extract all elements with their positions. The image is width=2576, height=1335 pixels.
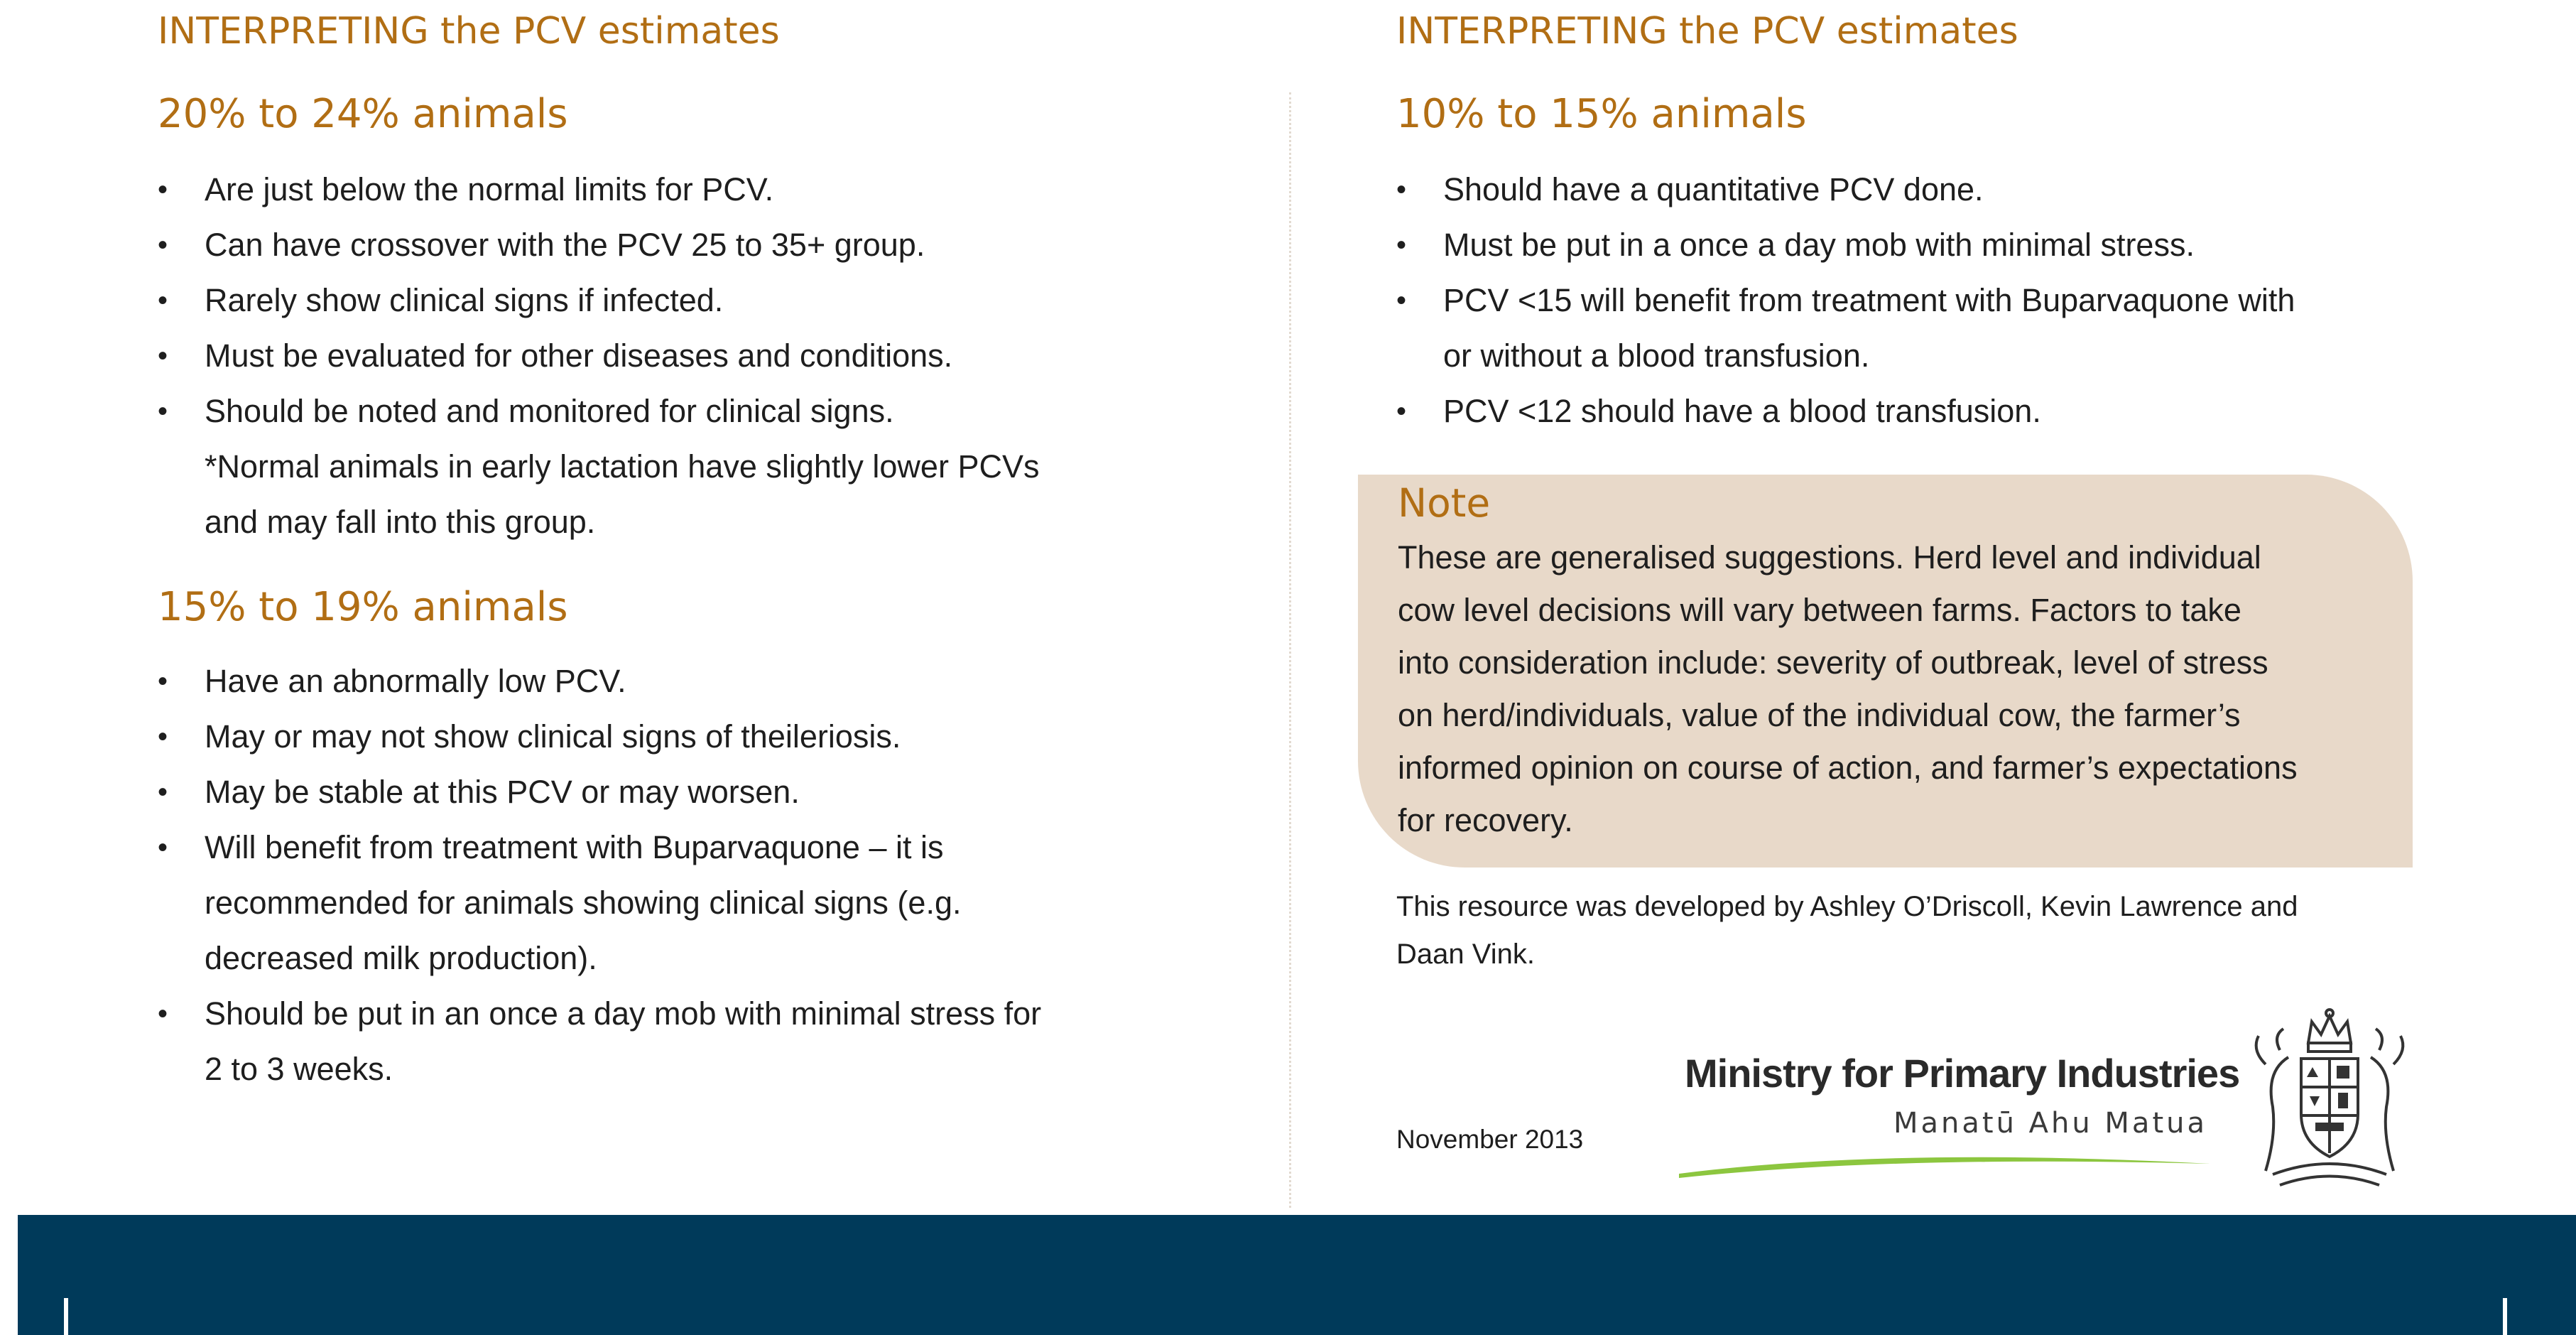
bullet-text: or without a blood transfusion. xyxy=(1443,337,1870,374)
bullet-item xyxy=(158,764,1041,820)
bullet-text: Should be noted and monitored for clinical signs. xyxy=(205,393,894,429)
bullet-text: Have an abnormally low PCV. xyxy=(205,663,626,699)
bullet-dot-icon: • xyxy=(1396,285,1407,316)
bullet-item xyxy=(158,384,1039,550)
bullet-dot-icon: • xyxy=(158,998,168,1029)
bullet-text: Rarely show clinical signs if infected. xyxy=(205,282,724,318)
bullet-text: PCV <12 should have a blood transfusion. xyxy=(1443,393,2041,429)
note-line: for recovery. xyxy=(1398,802,1573,838)
section-10-15-list xyxy=(1396,162,2295,439)
bullet-text: May be stable at this PCV or may worsen. xyxy=(205,774,800,810)
bullet-text: Are just below the normal limits for PCV. xyxy=(205,171,774,207)
right-heading: INTERPRETING the PCV estimates xyxy=(1396,10,2018,53)
section-20-24-list xyxy=(158,162,1039,550)
note-title: Note xyxy=(1398,480,1491,526)
bullet-text: Can have crossover with the PCV 25 to 35+ group. xyxy=(205,227,925,263)
credit-line: This resource was developed by Ashley O’Driscoll, Kevin Lawrence and xyxy=(1396,891,2298,922)
nz-coat-of-arms-icon xyxy=(2244,1007,2415,1196)
bullet-text: Will benefit from treatment with Buparvaquone – it is xyxy=(205,829,944,865)
left-heading: INTERPRETING the PCV estimates xyxy=(158,10,780,53)
note-line: into consideration include: severity of outbreak, level of stress xyxy=(1398,644,2268,681)
section-10-15-title: 10% to 15% animals xyxy=(1396,91,1807,137)
bullet-item xyxy=(158,273,1039,328)
note-line: informed opinion on course of action, and farmer’s expectations xyxy=(1398,750,2298,786)
bullet-text: PCV <15 will benefit from treatment with Buparvaquone with xyxy=(1443,282,2295,318)
bullet-dot-icon: • xyxy=(158,340,168,372)
bullet-dot-icon: • xyxy=(158,285,168,316)
bullet-text: *Normal animals in early lactation have slightly lower PCVs xyxy=(205,448,1040,485)
crop-mark-left xyxy=(64,1298,68,1335)
bullet-text: decreased milk production). xyxy=(205,940,597,976)
note-box xyxy=(1358,475,2413,868)
note-line: on herd/individuals, value of the individual cow, the farmer’s xyxy=(1398,697,2241,733)
bullet-text: Must be put in a once a day mob with minimal stress. xyxy=(1443,227,2195,263)
column-divider xyxy=(1289,92,1291,1208)
bullet-item xyxy=(1396,217,2295,273)
bullet-dot-icon: • xyxy=(1396,229,1407,261)
bullet-text: May or may not show clinical signs of theileriosis. xyxy=(205,718,901,755)
bullet-dot-icon: • xyxy=(158,721,168,752)
bullet-text: Should be put in an once a day mob with minimal stress for xyxy=(205,995,1042,1032)
bullet-item xyxy=(1396,162,2295,217)
bullet-item xyxy=(158,709,1041,764)
bullet-item xyxy=(1396,384,2295,439)
bullet-text: Must be evaluated for other diseases and conditions. xyxy=(205,337,953,374)
bullet-dot-icon: • xyxy=(158,229,168,261)
bullet-text: recommended for animals showing clinical signs (e.g. xyxy=(205,885,962,921)
bullet-dot-icon: • xyxy=(1396,174,1407,205)
bullet-dot-icon: • xyxy=(158,174,168,205)
section-15-19-list xyxy=(158,654,1041,1097)
bullet-dot-icon: • xyxy=(158,832,168,863)
bullet-item xyxy=(1396,273,2295,384)
credit-text xyxy=(1396,883,2298,978)
bullet-dot-icon: • xyxy=(158,396,168,427)
bullet-item xyxy=(158,217,1039,273)
section-20-24-title: 20% to 24% animals xyxy=(158,91,568,137)
note-line: These are generalised suggestions. Herd level and individual xyxy=(1398,539,2261,575)
bullet-item xyxy=(158,328,1039,384)
bullet-item xyxy=(158,654,1041,709)
bullet-item xyxy=(158,820,1041,986)
bullet-item xyxy=(158,986,1041,1097)
bullet-text: Should have a quantitative PCV done. xyxy=(1443,171,1984,207)
section-15-19-title: 15% to 19% animals xyxy=(158,584,568,630)
note-text xyxy=(1398,531,2298,847)
ministry-maori-name: Manatū Ahu Matua xyxy=(1893,1107,2207,1140)
ministry-name: Ministry for Primary Industries xyxy=(1685,1051,2240,1096)
publication-date: November 2013 xyxy=(1396,1125,1584,1154)
bullet-text: and may fall into this group. xyxy=(205,504,596,540)
green-swoosh-icon xyxy=(1676,1145,2216,1181)
crop-mark-right xyxy=(2503,1298,2507,1335)
bullet-dot-icon: • xyxy=(158,666,168,697)
credit-line: Daan Vink. xyxy=(1396,939,1535,970)
bullet-dot-icon: • xyxy=(158,777,168,808)
bullet-dot-icon: • xyxy=(1396,396,1407,427)
bullet-item xyxy=(158,162,1039,217)
footer-band xyxy=(18,1215,2576,1335)
bullet-text: 2 to 3 weeks. xyxy=(205,1051,393,1087)
note-line: cow level decisions will vary between farms. Factors to take xyxy=(1398,592,2241,628)
